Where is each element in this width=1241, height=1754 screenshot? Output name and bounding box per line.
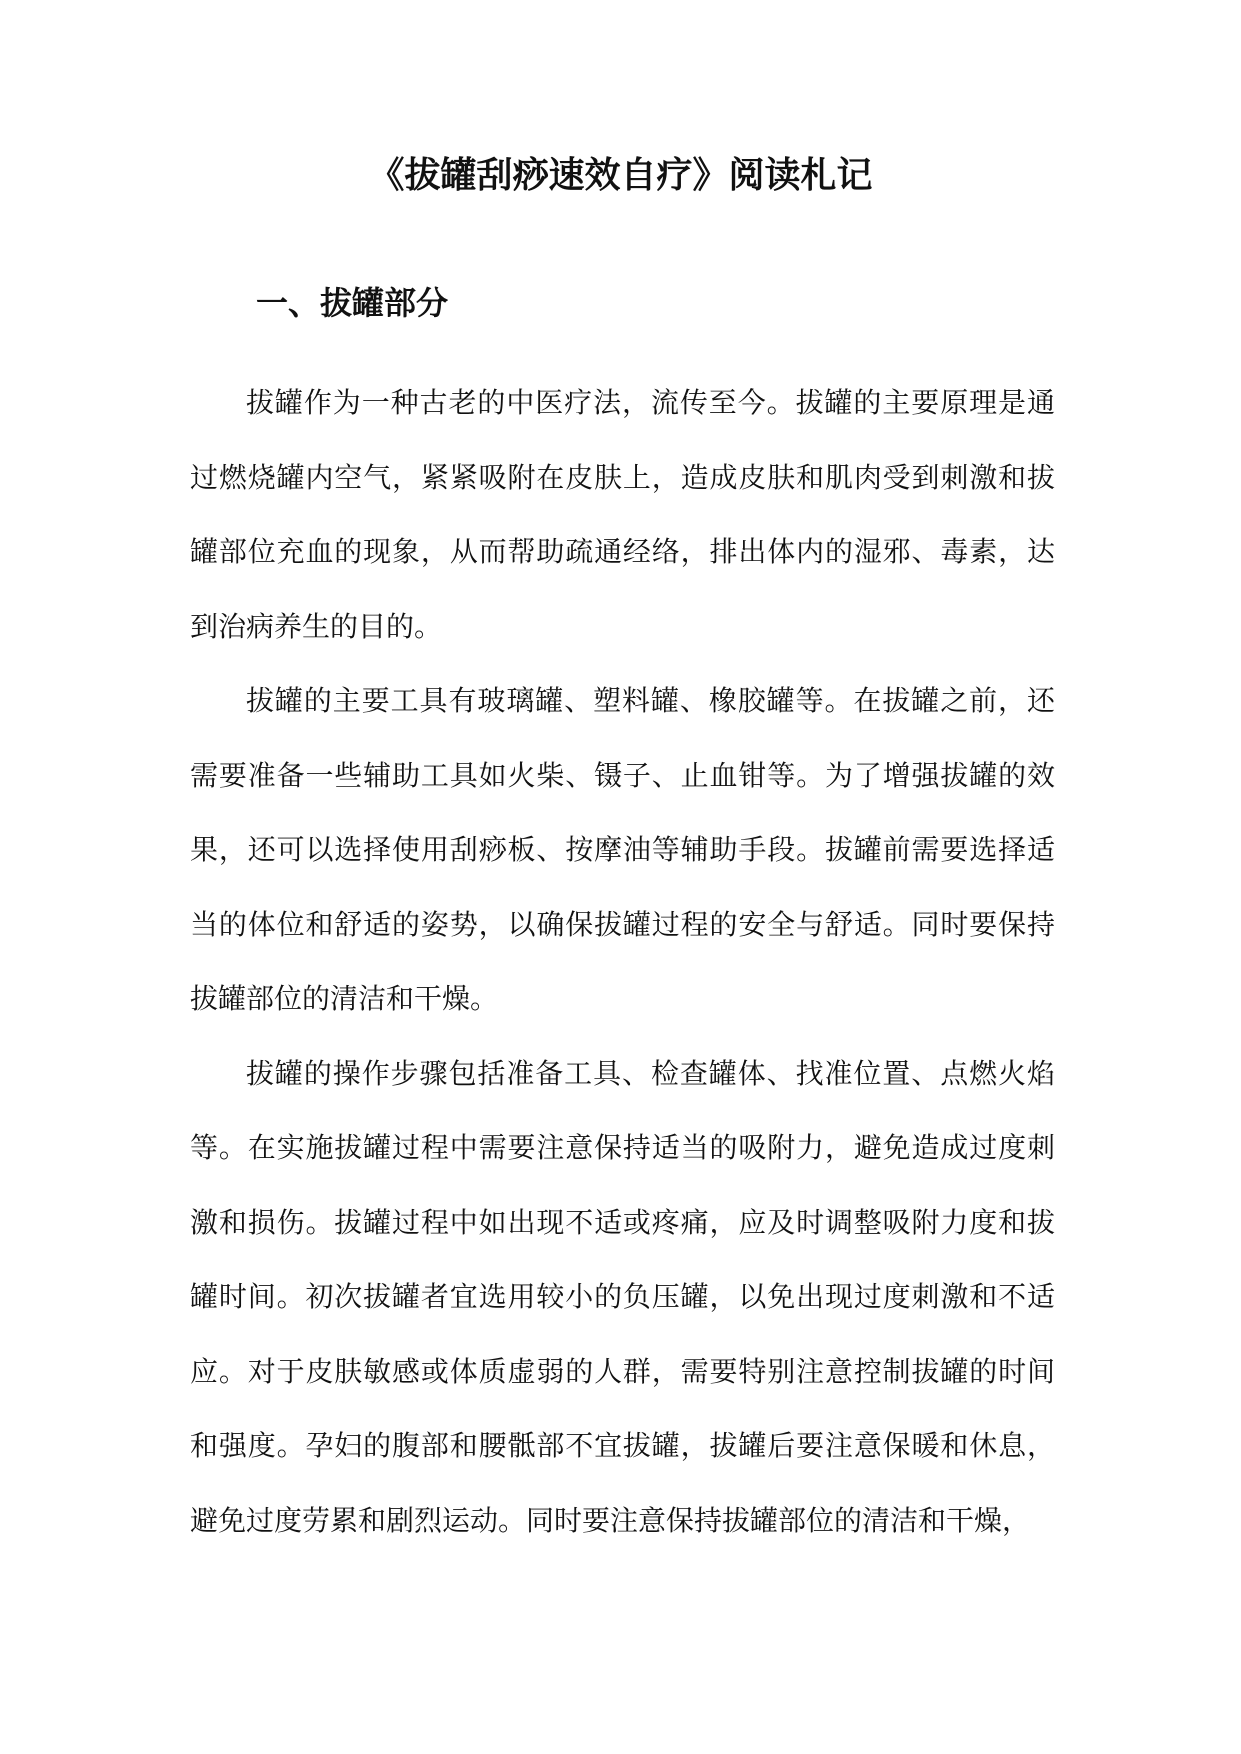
paragraph: 拔罐的操作步骤包括准备工具、检查罐体、找准位置、点燃火焰等。在实施拔罐过程中需要注意保持适当的吸附力，避免造成过度刺激和损伤。拔罐过程中如出现不适或疼痛，应及时调整吸附力度和拔罐时间。初次拔罐者宜选用较小的负压罐，以免出现过度刺激和不适应。对于皮肤敏感或体质虚弱的人群，需要特别注意控制拔罐的时间和强度。孕妇的腹部和腰骶部不宜拔罐，拔罐后要注意保暖和休息，避免过度劳累和剧烈运动。同时要注意保持拔罐部位的清洁和干燥， xyxy=(190,1056,1055,1537)
paragraph: 拔罐的主要工具有玻璃罐、塑料罐、橡胶罐等。在拔罐之前，还需要准备一些辅助工具如火柴、镊子、止血钳等。为了增强拔罐的效果，还可以选择使用刮痧板、按摩油等辅助手段。拔罐前需要选择适当的体位和舒适的姿势，以确保拔罐过程的安全与舒适。同时要保持拔罐部位的清洁和干燥。 xyxy=(190,684,1055,1015)
document-body xyxy=(190,366,1055,1558)
section-heading: 一、拔罐部分 xyxy=(256,284,449,322)
paragraph: 拔罐作为一种古老的中医疗法，流传至今。拔罐的主要原理是通过燃烧罐内空气，紧紧吸附在皮肤上，造成皮肤和肌肉受到刺激和拔罐部位充血的现象，从而帮助疏通经络，排出体内的湿邪、毒素，达到治病养生的目的。 xyxy=(190,386,1055,643)
document-title: 《拔罐刮痧速效自疗》阅读札记 xyxy=(368,154,873,196)
